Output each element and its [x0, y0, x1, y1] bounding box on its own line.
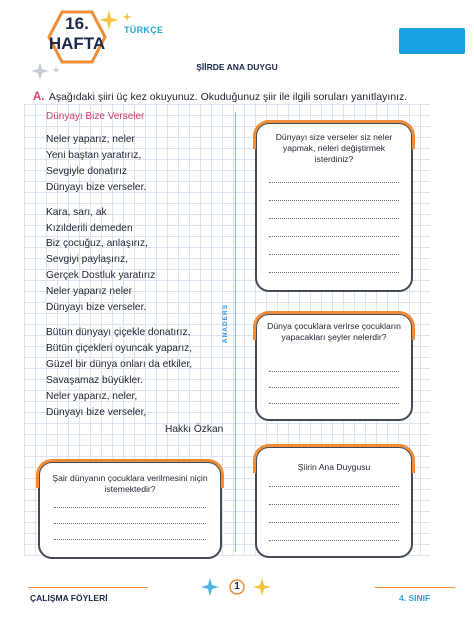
poem-line: Dünyayı bize verseler. [46, 302, 147, 314]
poem-line: Sevgiyi paylaşırız, [46, 254, 129, 266]
poem-title: Dünyayı Bize Verseler [46, 111, 145, 122]
poem-line: Neler yaparız, neler, [46, 390, 138, 402]
poem-author: Hakkı Özkan [165, 424, 224, 435]
footer-series: ÇALIŞMA FÖYLERİ [30, 593, 108, 603]
instruction [33, 91, 407, 103]
poem-line: Neler yaparız neler [46, 286, 133, 298]
poem-line: Kızılderili demeden [46, 222, 133, 234]
week-label: HAFTA [48, 34, 106, 53]
answer-line[interactable] [54, 539, 206, 540]
sparkle-icon [248, 576, 274, 598]
instruction-text: Aşağıdaki şiiri üç kez okuyunuz. Okuduğunuz şiir ile ilgili soruları yanıtlayınız. [48, 91, 408, 103]
page-number: 1 [234, 581, 240, 592]
poem-line: Neler yaparız, neler [46, 134, 135, 145]
poem-line: Bütün çiçekleri oyuncak yaparız, [46, 342, 193, 354]
answer-line[interactable] [269, 254, 399, 255]
answer-line[interactable] [269, 371, 399, 372]
header-blue-tab [399, 28, 465, 54]
answer-line[interactable] [269, 236, 399, 237]
answer-line[interactable] [269, 182, 399, 183]
side-label: ANADERS [222, 303, 230, 344]
answer-line[interactable] [269, 522, 399, 523]
poem-line: Dünyayı bize verseler, [46, 406, 147, 418]
answer-line[interactable] [269, 540, 399, 541]
footer-grade: 4. SINIF [399, 593, 431, 603]
poem-line: Yeni baştan yaratırız, [46, 149, 142, 161]
question-2-text: Dünya çocuklara verirse çocukların yapacakları şeyler nelerdir? [267, 321, 401, 342]
answer-line[interactable] [269, 486, 399, 487]
answer-line[interactable] [269, 403, 399, 404]
sparkle-icon [200, 576, 226, 598]
answer-line[interactable] [269, 387, 399, 388]
poem-line: Biz çocuğuz, anlaşırız, [46, 238, 148, 250]
poem-line: Sevgiyle donatırız [46, 165, 127, 177]
subject-label: TÜRKÇE [124, 25, 164, 35]
poem-line: Savaşamaz büyükler. [46, 374, 143, 386]
footer-divider [28, 587, 148, 588]
week-number: 16. [65, 14, 89, 33]
question-3-text: Şiirin Ana Duygusu [297, 462, 371, 472]
poem-line: Bütün dünyayı çiçekle donatırız, [46, 326, 191, 338]
question-box-1 [255, 122, 413, 292]
question-1-text: Dünyayı size verseler siz neler yapmak, neleri değiştirmek isterdiniz? [275, 132, 393, 164]
topic-title: ŞİİRDE ANA DUYGU [196, 62, 278, 72]
poem-body [46, 132, 192, 420]
answer-line[interactable] [269, 504, 399, 505]
question-4-text: Şair dünyanın çocuklara verilmesini niçin istemektedir? [52, 473, 208, 494]
instruction-letter: A. [33, 91, 45, 103]
answer-line[interactable] [269, 200, 399, 201]
question-box-2 [255, 313, 413, 421]
question-box-3 [255, 446, 413, 558]
poem-line: Kara, sarı, ak [46, 206, 107, 218]
poem-line: Güzel bir dünya onları da etkiler, [46, 358, 193, 370]
question-box-4 [38, 461, 222, 559]
answer-line[interactable] [269, 272, 399, 273]
poem-line: Dünyayı bize verseler. [46, 181, 147, 193]
answer-line[interactable] [54, 523, 206, 524]
answer-line[interactable] [269, 218, 399, 219]
poem-line: Gerçek Dostluk yaratırız [46, 270, 156, 282]
answer-line[interactable] [54, 507, 206, 508]
footer-divider [375, 587, 455, 588]
